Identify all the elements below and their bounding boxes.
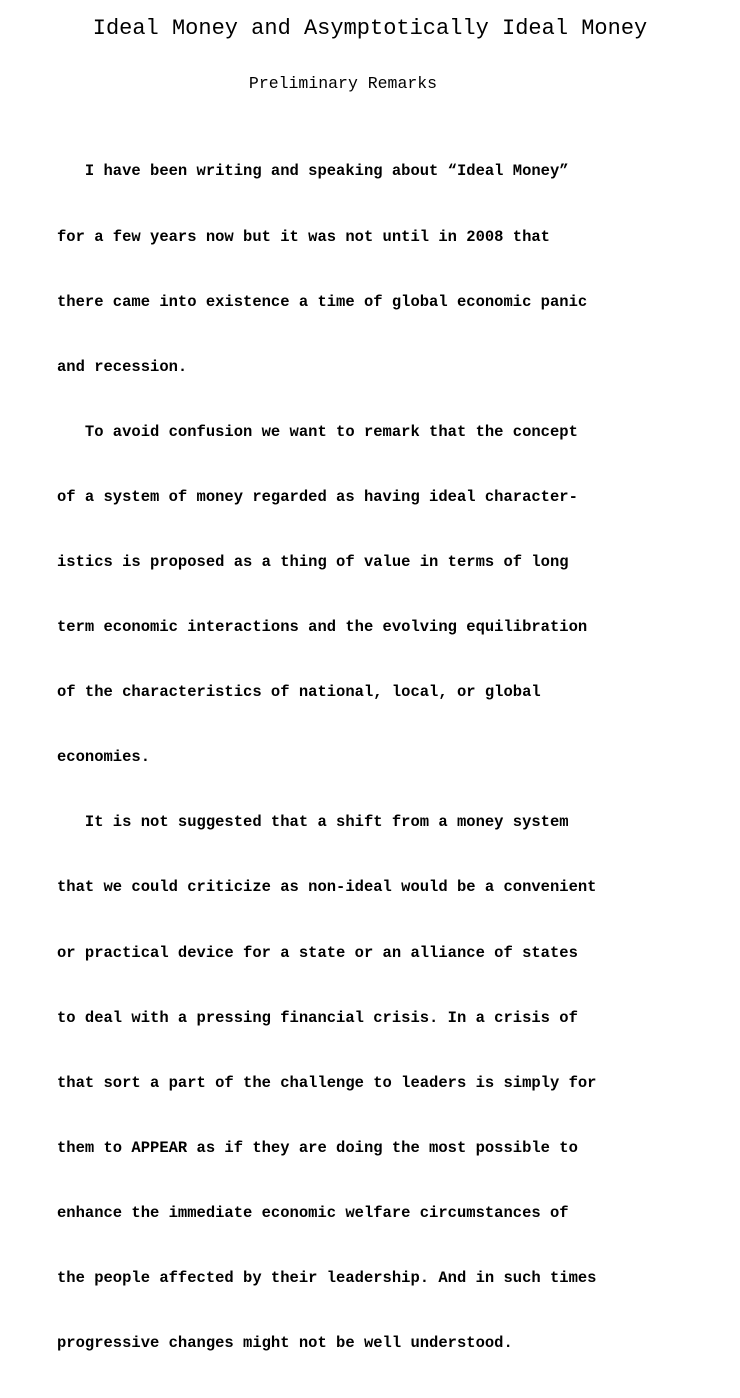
text-line: It is not suggested that a shift from a money system	[57, 813, 569, 832]
text-line: To avoid confusion we want to remark that the concept	[57, 422, 578, 441]
document-title: Ideal Money and Asymptotically Ideal Money	[92, 16, 648, 41]
document-subtitle: Preliminary Remarks	[248, 74, 438, 93]
text-line: I have been writing and speaking about “Ideal Money”	[57, 162, 569, 181]
text-line: for a few years now but it was not until in 2008 that	[57, 227, 550, 246]
text-line: enhance the immediate economic welfare circumstances of	[57, 1203, 569, 1222]
body-text	[57, 118, 707, 1398]
text-line: of a system of money regarded as having ideal character-	[57, 487, 578, 506]
text-line: progressive changes might not be well understood.	[57, 1334, 513, 1353]
text-line: or practical device for a state or an alliance of states	[57, 943, 578, 962]
text-line: of the characteristics of national, local, or global	[57, 683, 541, 702]
text-line: istics is proposed as a thing of value in terms of long	[57, 552, 569, 571]
text-line: term economic interactions and the evolving equilibration	[57, 618, 588, 637]
text-line: that sort a part of the challenge to leaders is simply for	[57, 1073, 597, 1092]
text-line: the people affected by their leadership. And in such times	[57, 1269, 597, 1287]
text-line: to deal with a pressing financial crisis. In a crisis of	[57, 1008, 578, 1027]
text-line: them to APPEAR as if they are doing the most possible to	[57, 1138, 578, 1157]
text-line: economies.	[57, 748, 151, 767]
text-line: there came into existence a time of global economic panic	[57, 292, 588, 311]
text-line: that we could criticize as non-ideal would be a convenient	[57, 878, 597, 897]
text-line: and recession.	[57, 357, 188, 376]
